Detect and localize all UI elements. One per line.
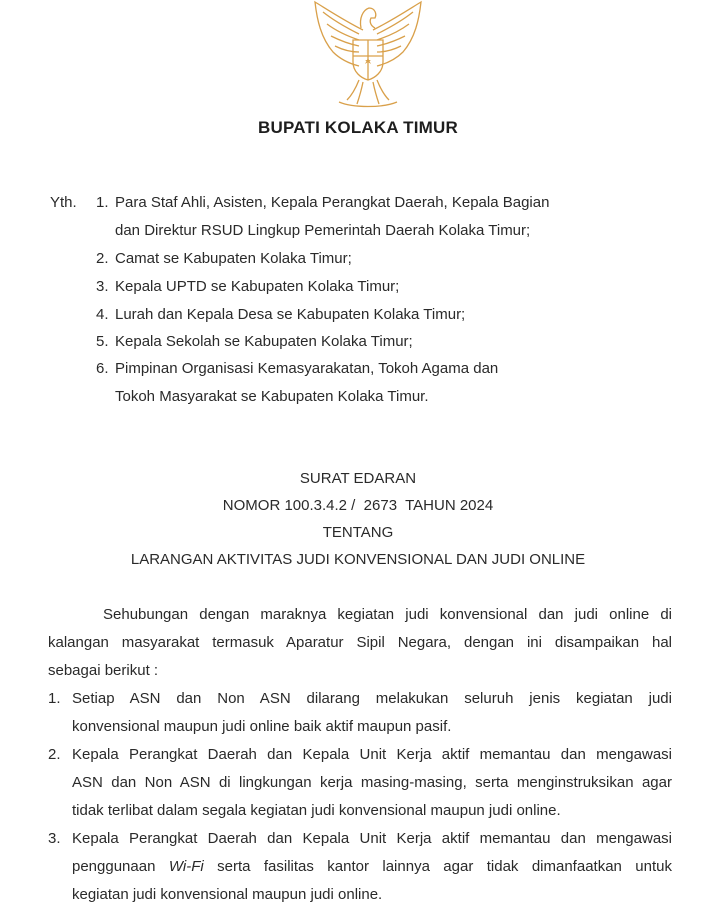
intro-line: Sehubungan dengan maraknya kegiatan judi konvensional dan judi online di <box>103 606 672 623</box>
addressee-number: 5. <box>96 333 109 350</box>
addressee-label: Yth. <box>50 194 77 211</box>
addressee-line: Tokoh Masyarakat se Kabupaten Kolaka Timur. <box>115 388 429 405</box>
addressee-number: 6. <box>96 360 109 377</box>
addressee-line: Kepala UPTD se Kabupaten Kolaka Timur; <box>115 278 400 295</box>
point-text: penggunaan <box>72 858 156 875</box>
addressee-line: Pimpinan Organisasi Kemasyarakatan, Tokoh Agama dan <box>115 360 499 377</box>
point-number: 3. <box>48 830 61 847</box>
intro-line: kalangan masyarakat termasuk Aparatur Sipil Negara, dengan ini disampaikan hal <box>48 634 672 651</box>
intro-line: sebagai berikut : <box>48 662 159 679</box>
point-line: konvensional maupun judi online baik aktif maupun pasif. <box>72 718 452 735</box>
point-line: kegiatan judi konvensional maupun judi online. <box>72 886 383 903</box>
circular-number: NOMOR 100.3.4.2 / 2673 TAHUN 2024 <box>222 497 494 514</box>
point-line: Kepala Perangkat Daerah dan Kepala Unit Kerja aktif memantau dan mengawasi <box>72 746 672 763</box>
wifi-term: Wi-Fi <box>168 858 204 875</box>
addressee-number: 4. <box>96 306 109 323</box>
point-line: tidak terlibat dalam segala kegiatan judi konvensional maupun judi online. <box>72 802 561 819</box>
point-number: 1. <box>48 690 61 707</box>
addressee-line: Para Staf Ahli, Asisten, Kepala Perangkat Daerah, Kepala Bagian <box>115 194 550 211</box>
addressee-line: dan Direktur RSUD Lingkup Pemerintah Daerah Kolaka Timur; <box>115 222 531 239</box>
circular-about: TENTANG <box>322 524 394 541</box>
addressee-line: Camat se Kabupaten Kolaka Timur; <box>115 250 352 267</box>
point-line: Kepala Perangkat Daerah dan Kepala Unit Kerja aktif memantau dan mengawasi <box>72 830 672 847</box>
point-text: serta fasilitas kantor lainnya agar tidak dimanfaatkan untuk <box>217 858 672 875</box>
addressee-number: 1. <box>96 194 109 211</box>
letterhead-title: BUPATI KOLAKA TIMUR <box>258 118 458 137</box>
point-number: 2. <box>48 746 61 763</box>
circular-subject: LARANGAN AKTIVITAS JUDI KONVENSIONAL DAN JUDI ONLINE <box>130 551 586 568</box>
addressee-number: 3. <box>96 278 109 295</box>
addressee-line: Kepala Sekolah se Kabupaten Kolaka Timur; <box>115 333 413 350</box>
point-line <box>72 853 672 881</box>
addressee-number: 2. <box>96 250 109 267</box>
addressee-line: Lurah dan Kepala Desa se Kabupaten Kolaka Timur; <box>115 306 466 323</box>
circular-type: SURAT EDARAN <box>299 470 417 487</box>
point-line: Setiap ASN dan Non ASN dilarang melakukan seluruh jenis kegiatan judi <box>72 690 672 707</box>
garuda-emblem-icon <box>303 0 433 112</box>
point-line: ASN dan Non ASN di lingkungan kerja masing-masing, serta menginstruksikan agar <box>72 774 672 791</box>
